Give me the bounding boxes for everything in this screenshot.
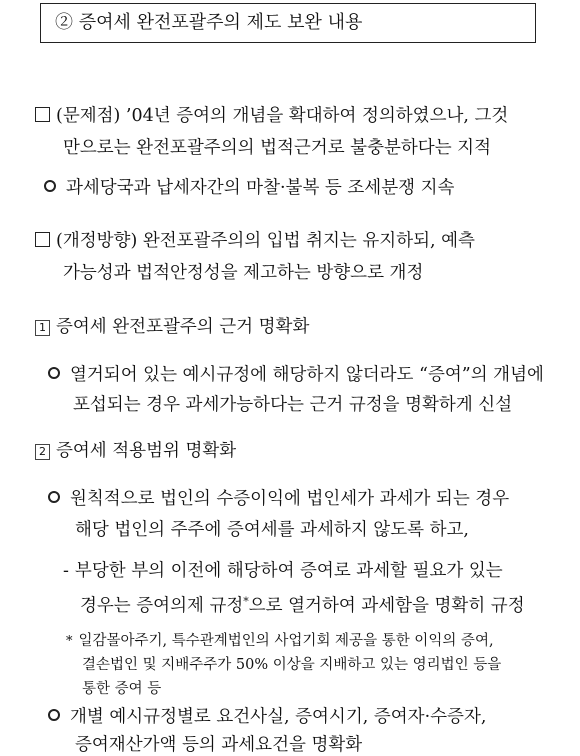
circle-bullet-icon bbox=[44, 180, 56, 192]
note-line-2: 결손법인 및 지배주주가 50% 이상을 지배하고 있는 영리법인 등을 bbox=[82, 657, 502, 673]
direction-line-1 bbox=[35, 230, 475, 252]
problem-line-1 bbox=[35, 105, 508, 127]
item-1-heading-text: 증여세 완전포괄주의 근거 명확화 bbox=[56, 317, 310, 337]
footnote-marker: * bbox=[243, 595, 249, 608]
number-box-1: 1 bbox=[35, 320, 50, 336]
problem-text-1: (문제점) ’04년 증여의 개념을 확대하여 정의하였으나, 그것 bbox=[56, 106, 509, 126]
asterisk-marker: * bbox=[66, 634, 73, 649]
problem-bullet bbox=[44, 177, 454, 199]
item-1-bullet-line-2: 포섭되는 경우 과세가능하다는 근거 규정을 명확하게 신설 bbox=[73, 395, 513, 415]
direction-text-1: (개정방향) 완전포괄주의의 입법 취지는 유지하되, 예측 bbox=[56, 231, 475, 251]
item-1-bullet-line-1 bbox=[48, 364, 544, 386]
item-2-dash-line-2 bbox=[80, 591, 525, 617]
item-2-bullet-2-line-2: 증여재산가액 등의 과세요건을 명확화 bbox=[75, 735, 363, 755]
circle-bullet-icon bbox=[48, 491, 60, 503]
dash-bullet: - bbox=[63, 561, 69, 581]
item-2-heading bbox=[35, 440, 236, 462]
circle-bullet-icon bbox=[48, 367, 60, 379]
item-2-bullet-1-line-2: 해당 법인의 주주에 증여세를 과세하지 않도록 하고, bbox=[75, 520, 469, 540]
item-2-dash-text-1: 부당한 부의 이전에 해당하여 증여로 과세할 필요가 있는 bbox=[74, 561, 503, 581]
note-line-1 bbox=[66, 631, 494, 652]
number-box-2: 2 bbox=[35, 444, 50, 460]
circle-bullet-icon bbox=[48, 709, 60, 721]
item-2-dash-line-1 bbox=[63, 560, 503, 582]
item-2-bullet-1-text-1: 원칙적으로 법인의 수증이익에 법인세가 과세가 되는 경우 bbox=[70, 489, 510, 509]
note-text-1: 일감몰아주기, 특수관계법인의 사업기회 제공을 통한 이익의 증여, bbox=[78, 633, 494, 649]
problem-bullet-text: 과세당국과 납세자간의 마찰·불복 등 조세분쟁 지속 bbox=[66, 178, 455, 198]
problem-line-2: 만으로는 완전포괄주의의 법적근거로 불충분하다는 지적 bbox=[63, 138, 491, 158]
item-2-bullet-2-text-1: 개별 예시규정별로 요건사실, 증여시기, 증여자·수증자, bbox=[70, 707, 487, 727]
direction-line-2: 가능성과 법적안정성을 제고하는 방향으로 개정 bbox=[63, 263, 424, 283]
item-2-dash-text-2a: 경우는 증여의제 규정 bbox=[80, 596, 244, 616]
item-1-bullet-text-1: 열거되어 있는 예시규정에 해당하지 않더라도 “증여”의 개념에 bbox=[70, 365, 544, 385]
item-1-heading bbox=[35, 316, 309, 338]
section-title: ② 증여세 완전포괄주의 제도 보완 내용 bbox=[40, 3, 536, 43]
note-line-3: 통한 증여 등 bbox=[82, 681, 162, 697]
item-2-bullet-1-line-1 bbox=[48, 488, 509, 510]
item-2-bullet-2-line-1 bbox=[48, 706, 486, 728]
checkbox-square-icon bbox=[35, 107, 50, 122]
checkbox-square-icon bbox=[35, 232, 50, 247]
item-2-heading-text: 증여세 적용범위 명확화 bbox=[56, 441, 237, 461]
item-2-dash-text-2b: 으로 열거하여 과세함을 명확히 규정 bbox=[248, 596, 525, 616]
